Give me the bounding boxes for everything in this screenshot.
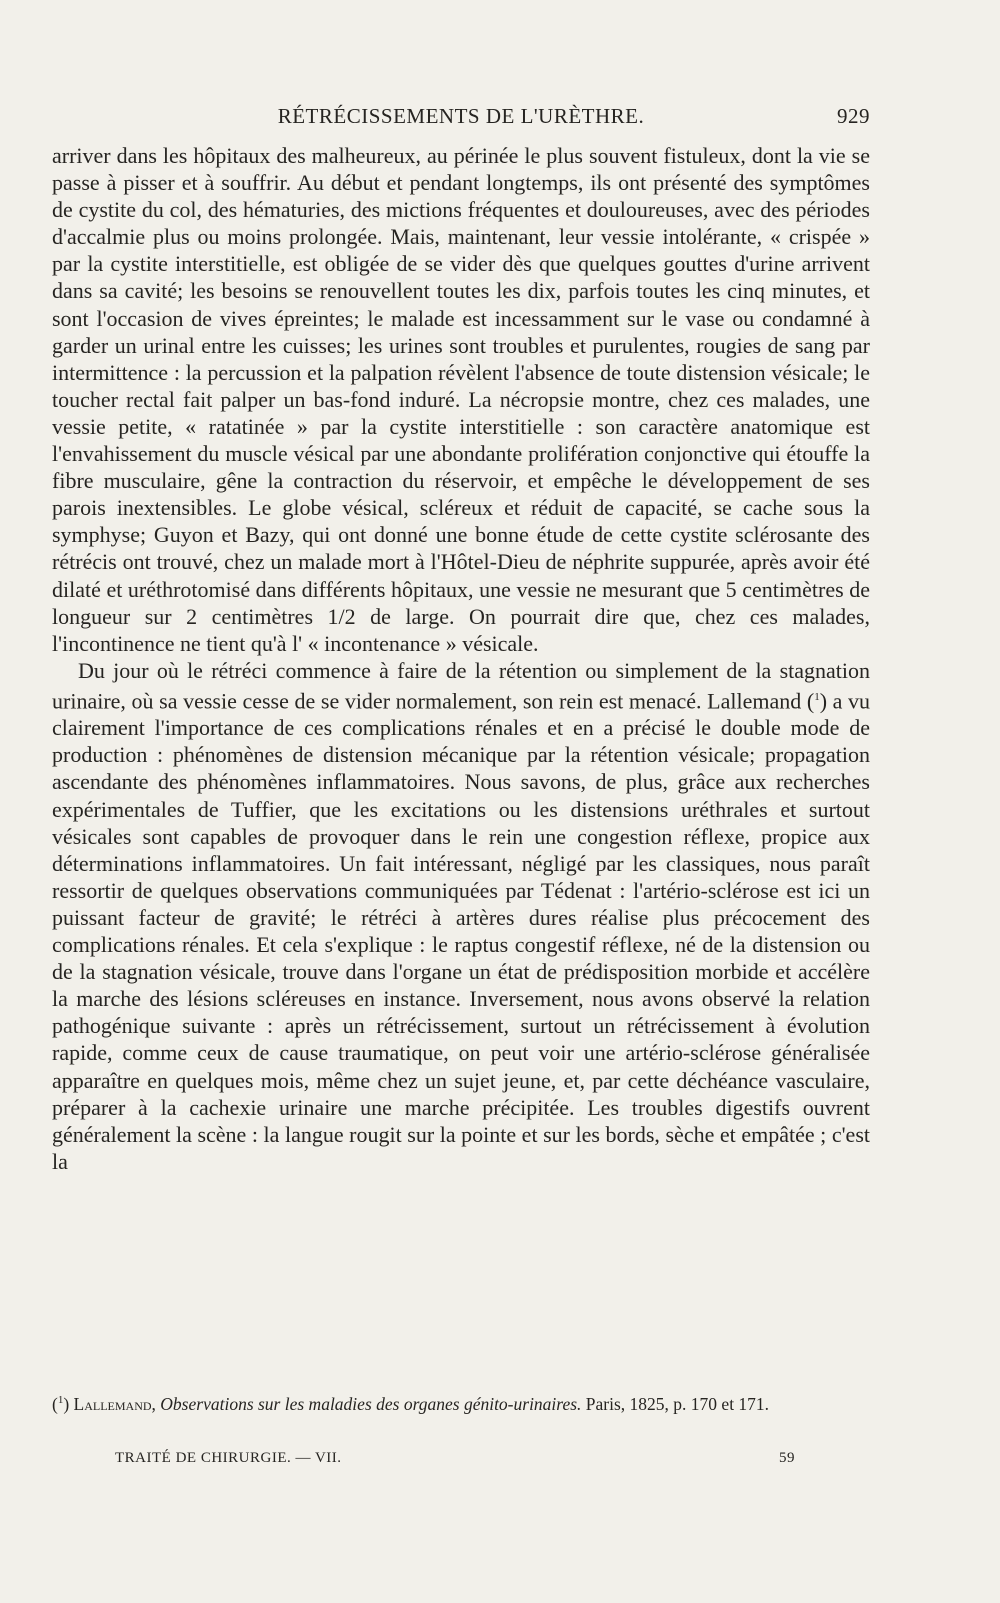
paragraph-text: Du jour où le rétréci commence à faire de la rétention ou simplement de la stagnation urinaire, où sa vessie cesse de se vider normalement, son rein est menacé. Lallemand (: [52, 657, 870, 714]
footnote-reference: 1: [814, 690, 820, 703]
paragraph-text: ) a vu clairement l'importance de ces complications rénales et en a précisé le double mode de production : phénomènes de distension mécanique par la rétention vésicale; propagation ascendante des phénomènes inflammatoires. Nous savons, de plus, grâce aux recherches expérimentales de Tuffier, que les excitations ou les distensions uréthrales et surtout vésicales sont capables de provoquer dans le rein une congestion réflexe, propice aux déterminations inflammatoires. Un fait intéressant, négligé par les classiques, nous paraît ressortir de quelques observations communiquées par Tédenat : l'artério-sclérose est ici un puissant facteur de gravité; le rétréci à artères dures réalise plus précocement des complications rénales. Et cela s'explique : le raptus congestif réflexe, né de la distension ou de la stagnation vésicale, trouve dans l'organe un état de prédisposition morbide et accélère la marche des lésions scléreuses en instance. Inversement, nous avons observé la relation pathogénique suivante : après un rétrécissement, surtout un rétrécissement à évolution rapide, comme ceux de cause traumatique, on peut voir une artério-sclérose généralisée apparaître en quelques mois, même chez un sujet jeune, et, par cette déchéance vasculaire, préparer à la cachexie urinaire une marche précipitée. Les troubles digestifs ouvrent généralement la scène : la langue rougit sur la pointe et sur les bords, sèche et empâtée ; c'est la: [52, 688, 871, 1174]
body-text: [52, 142, 870, 1175]
footnote-author: Lallemand: [73, 1393, 152, 1414]
footnote: ($^1$) Lallemand, Observations sur les maladies des organes génito-urinaires. Paris, 1825, p. 170 et 171.: [52, 1393, 770, 1414]
running-title: RÉTRÉCISSEMENTS DE L'URÈTHRE.: [277, 104, 645, 128]
footer-signature: 59: [779, 1450, 795, 1466]
footnote-details: Paris, 1825, p. 170 et 171.: [585, 1393, 770, 1414]
running-header: [52, 104, 870, 130]
footnote-title: Observations sur les maladies des organes génito-urinaires.: [160, 1393, 582, 1414]
footer-book-title: TRAITÉ DE CHIRURGIE. — VII.: [115, 1450, 342, 1466]
paragraph: [52, 657, 870, 1175]
page-number: 929: [837, 104, 870, 128]
page-footer: [115, 1450, 795, 1472]
footnote-marker: 1: [57, 1394, 64, 1406]
paragraph: arriver dans les hôpitaux des malheureux, au périnée le plus souvent fistuleux, dont la vie se passe à pisser et à souffrir. Au début et pendant longtemps, ils ont présenté des symptômes de cystite du col, des hématuries, des mictions fréquentes et douloureuses, avec des périodes d'accalmie plus ou moins prolongée. Mais, maintenant, leur vessie intolérante, « crispée » par la cystite interstitielle, est obligée de se vider dès que quelques gouttes d'urine arrivent dans sa cavité; les besoins se renouvellent toutes les dix, parfois toutes les cinq minutes, et sont l'occasion de vives épreintes; le malade est incessamment sur le vase ou condamné à garder un urinal entre les cuisses; les urines sont troubles et purulentes, rougies de sang par intermittence : la percussion et la palpation révèlent l'absence de toute distension vésicale; le toucher rectal fait palper un bas-fond induré. La nécropsie montre, chez ces malades, une vessie petite, « ratatinée » par la cystite interstitielle : son caractère anatomique est l'envahissement du muscle vésical par une abondante prolifération conjonctive qui étouffe la fibre musculaire, gêne la contraction du réservoir, et empêche le développement de ses parois inextensibles. Le globe vésical, scléreux et réduit de capacité, se cache sous la symphyse; Guyon et Bazy, qui ont donné une bonne étude de cette cystite sclérosante des rétrécis ont trouvé, chez un malade mort à l'Hôtel-Dieu de néphrite suppurée, après avoir été dilaté et uréthrotomisé dans différents hôpitaux, une vessie ne mesurant que 5 centimètres de longueur sur 2 centimètres 1/2 de large. On pourrait dire que, chez ces malades, l'incontinence ne tient qu'à l' « incontenance » vésicale.: [52, 143, 870, 656]
